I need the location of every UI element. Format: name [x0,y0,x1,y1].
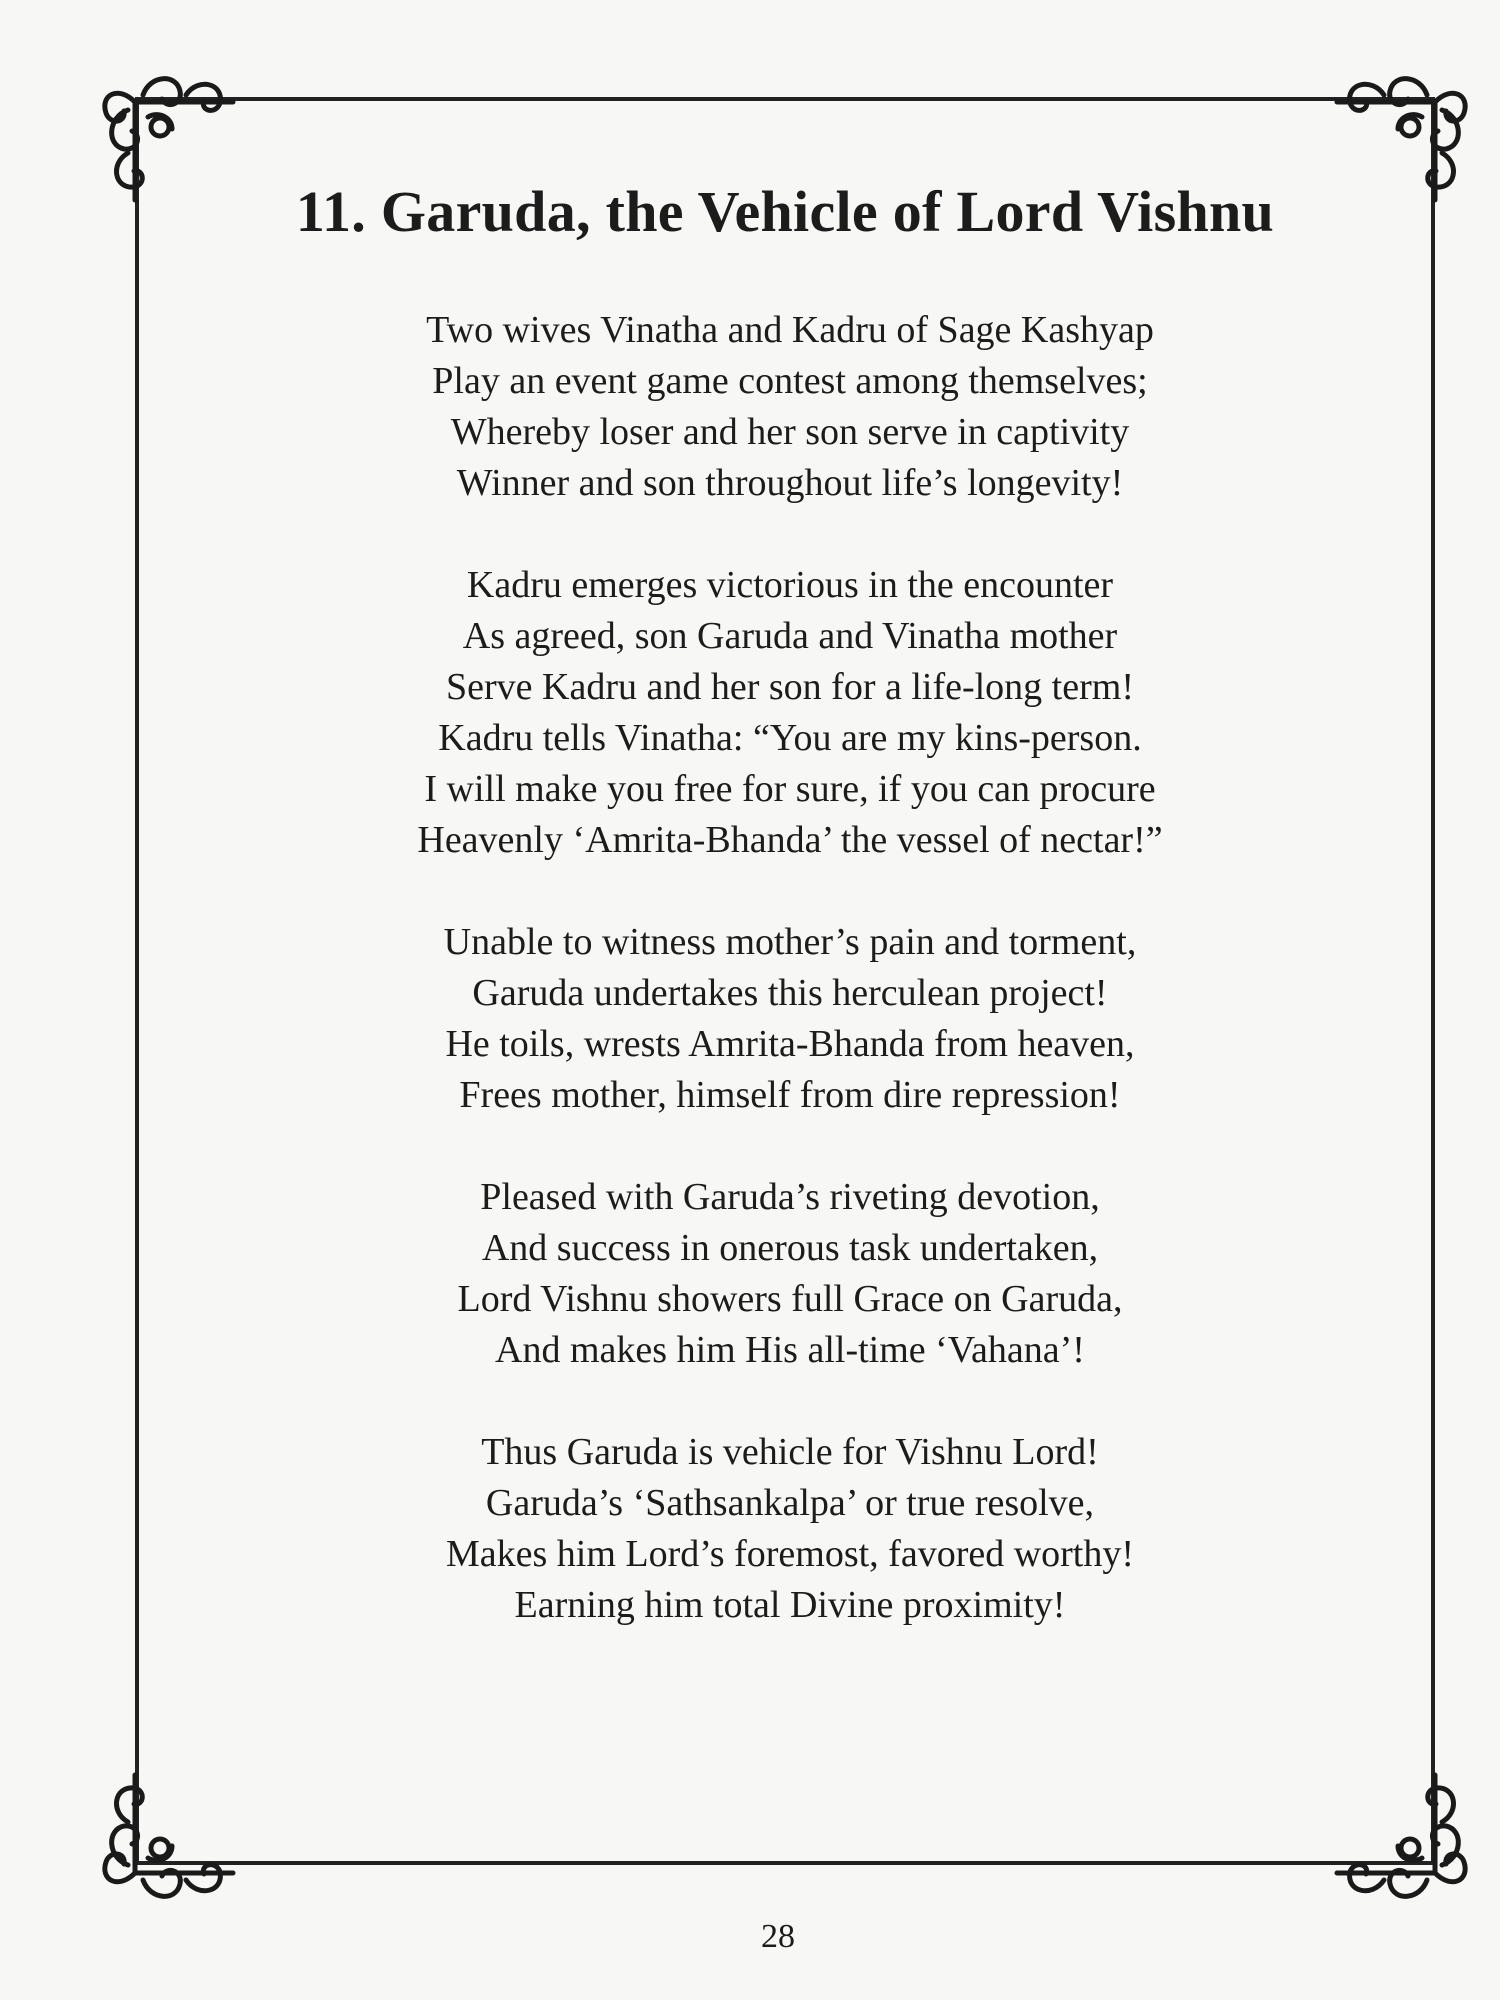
poem-line: Serve Kadru and her son for a life-long term! [446,666,1134,708]
poem-line: Earning him total Divine proximity! [514,1584,1066,1626]
poem-line: Lord Vishnu showers full Grace on Garuda, [457,1278,1123,1320]
poem-line: Pleased with Garuda’s riveting devotion, [480,1176,1100,1218]
stanza [190,560,1390,866]
poem-line: Winner and son throughout life’s longevity! [456,462,1124,504]
poem-line: Heavenly ‘Amrita-Bhanda’ the vessel of nectar!” [417,819,1163,861]
poem-line: Unable to witness mother’s pain and torment, [443,921,1137,963]
poem-line: Garuda undertakes this herculean project! [472,972,1108,1014]
poem-line: And success in onerous task undertaken, [481,1227,1099,1269]
stanza [190,1172,1390,1376]
poem-line: Makes him Lord’s foremost, favored worthy! [445,1533,1135,1575]
stanza [190,917,1390,1121]
poem-line: Play an event game contest among themselves; [432,360,1148,402]
page-number: 28 [761,1918,795,1955]
poem-line: I will make you free for sure, if you can procure [424,768,1156,810]
poem-line: Thus Garuda is vehicle for Vishnu Lord! [481,1431,1099,1473]
poem-line: Kadru tells Vinatha: “You are my kins-person. [438,717,1142,759]
stanza [190,305,1390,509]
poem-line: And makes him His all-time ‘Vahana’! [495,1329,1085,1371]
stanza [190,1427,1390,1631]
poem-line: Garuda’s ‘Sathsankalpa’ or true resolve, [485,1482,1095,1524]
poem-line: Kadru emerges victorious in the encounter [466,564,1114,606]
poem-line: Whereby loser and her son serve in captivity [450,411,1130,453]
poem-line: As agreed, son Garuda and Vinatha mother [462,615,1118,657]
poem-line: He toils, wrests Amrita-Bhanda from heaven, [445,1023,1135,1065]
poem-line: Frees mother, himself from dire repression! [459,1074,1121,1116]
corner-ornament-bottom-left [88,1770,238,1920]
poem-title: 11. Garuda, the Vehicle of Lord Vishnu [295,179,1275,244]
poem-body [190,305,1390,1682]
corner-ornament-bottom-right [1332,1770,1482,1920]
poem-line: Two wives Vinatha and Kadru of Sage Kashyap [426,309,1154,351]
